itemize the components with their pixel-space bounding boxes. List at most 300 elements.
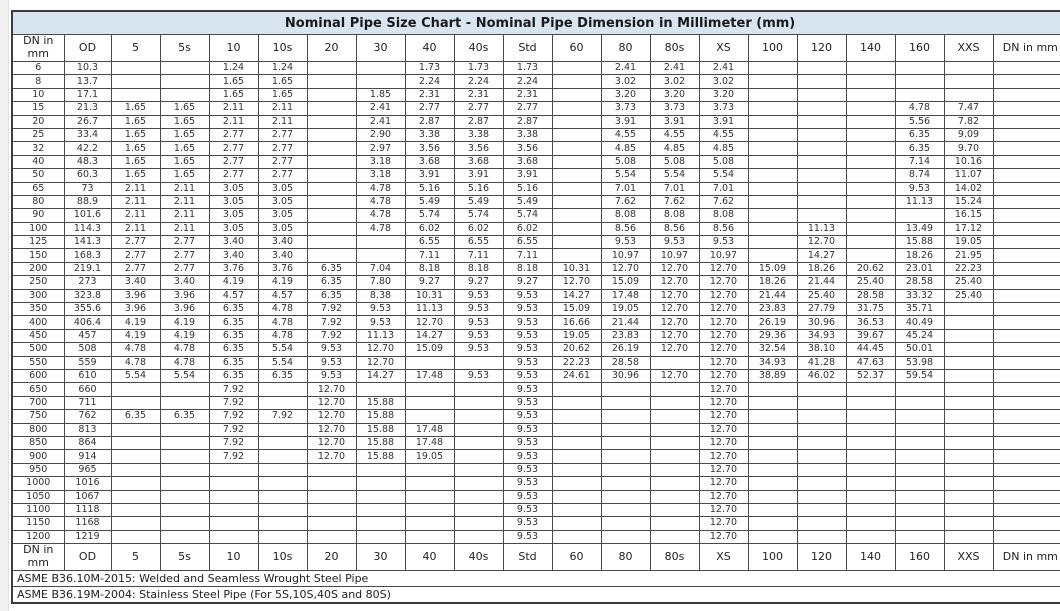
- thickness-cell: 7.62: [699, 195, 748, 208]
- thickness-cell: 9.53: [601, 236, 650, 249]
- thickness-cell: [895, 503, 944, 516]
- thickness-cell: 1.65: [209, 75, 258, 88]
- thickness-cell: 9.53: [503, 289, 552, 302]
- thickness-cell: 12.70: [650, 369, 699, 382]
- thickness-cell: 12.70: [356, 343, 405, 356]
- thickness-cell: [748, 490, 797, 503]
- footnote-asme-b36-10: ASME B36.10M-2015: Welded and Seamless Wrought Steel Pipe: [12, 571, 1060, 587]
- thickness-cell: 9.53: [307, 369, 356, 382]
- thickness-cell: 34.93: [748, 356, 797, 369]
- thickness-cell: [356, 477, 405, 490]
- thickness-cell: [944, 62, 993, 75]
- thickness-cell: 4.78: [356, 209, 405, 222]
- thickness-cell: [307, 463, 356, 476]
- thickness-cell: 12.70: [699, 490, 748, 503]
- thickness-cell: 2.77: [160, 236, 209, 249]
- thickness-cell: [356, 503, 405, 516]
- thickness-cell: 18.26: [748, 276, 797, 289]
- thickness-cell: [307, 517, 356, 530]
- thickness-cell: 9.53: [454, 289, 503, 302]
- thickness-cell: 1.24: [209, 62, 258, 75]
- thickness-cell: [552, 128, 601, 141]
- column-header: DN in mm: [12, 544, 64, 571]
- thickness-cell: 7.92: [307, 329, 356, 342]
- thickness-cell: 2.77: [209, 128, 258, 141]
- thickness-cell: 26.7: [64, 115, 111, 128]
- thickness-cell: 1.65: [111, 155, 160, 168]
- thickness-cell: 5.16: [503, 182, 552, 195]
- thickness-cell: [846, 75, 895, 88]
- thickness-cell: 3.76: [209, 262, 258, 275]
- table-row: [12, 289, 1060, 302]
- thickness-cell: 3.20: [650, 88, 699, 101]
- thickness-cell: [160, 517, 209, 530]
- thickness-cell: 1.73: [503, 62, 552, 75]
- thickness-cell: 9.53: [503, 316, 552, 329]
- column-header: 10: [209, 544, 258, 571]
- thickness-cell: 17.48: [601, 289, 650, 302]
- column-header: XXS: [944, 544, 993, 571]
- thickness-cell: 22.23: [944, 262, 993, 275]
- thickness-cell: [846, 517, 895, 530]
- thickness-cell: [797, 75, 846, 88]
- column-header: 30: [356, 544, 405, 571]
- thickness-cell: 5.74: [503, 209, 552, 222]
- thickness-cell: 3.91: [699, 115, 748, 128]
- thickness-cell: 17.48: [405, 423, 454, 436]
- thickness-cell: [846, 463, 895, 476]
- thickness-cell: [944, 517, 993, 530]
- thickness-cell: [650, 450, 699, 463]
- table-row: [12, 477, 1060, 490]
- thickness-cell: [307, 128, 356, 141]
- thickness-cell: [993, 517, 1060, 530]
- thickness-cell: 3.96: [160, 289, 209, 302]
- thickness-cell: [258, 530, 307, 543]
- thickness-cell: [944, 477, 993, 490]
- thickness-cell: [650, 383, 699, 396]
- thickness-cell: 3.05: [258, 182, 307, 195]
- thickness-cell: 5.54: [650, 169, 699, 182]
- thickness-cell: [748, 128, 797, 141]
- thickness-cell: 11.07: [944, 169, 993, 182]
- thickness-cell: 2.11: [258, 102, 307, 115]
- row-header-dn: 400: [12, 316, 64, 329]
- thickness-cell: [993, 356, 1060, 369]
- thickness-cell: 12.70: [552, 276, 601, 289]
- thickness-cell: 7.92: [209, 436, 258, 449]
- thickness-cell: 711: [64, 396, 111, 409]
- thickness-cell: 19.05: [944, 236, 993, 249]
- thickness-cell: 48.3: [64, 155, 111, 168]
- thickness-cell: 1219: [64, 530, 111, 543]
- thickness-cell: 2.11: [160, 195, 209, 208]
- thickness-cell: 4.78: [895, 102, 944, 115]
- thickness-cell: 4.19: [258, 276, 307, 289]
- thickness-cell: 2.11: [111, 182, 160, 195]
- thickness-cell: [993, 316, 1060, 329]
- thickness-cell: 5.54: [258, 356, 307, 369]
- thickness-cell: 1016: [64, 477, 111, 490]
- thickness-cell: 5.16: [454, 182, 503, 195]
- thickness-cell: 2.41: [356, 102, 405, 115]
- thickness-cell: [748, 142, 797, 155]
- thickness-cell: 8.08: [650, 209, 699, 222]
- thickness-cell: [258, 450, 307, 463]
- thickness-cell: [797, 182, 846, 195]
- footnote-row: [12, 571, 1060, 587]
- thickness-cell: 8.56: [699, 222, 748, 235]
- thickness-cell: [552, 477, 601, 490]
- thickness-cell: 28.58: [601, 356, 650, 369]
- thickness-cell: 12.70: [699, 436, 748, 449]
- thickness-cell: 1.24: [258, 62, 307, 75]
- thickness-cell: [993, 490, 1060, 503]
- pipe-size-table: [11, 10, 1060, 604]
- thickness-cell: 3.38: [454, 128, 503, 141]
- thickness-cell: 6.02: [503, 222, 552, 235]
- thickness-cell: 9.53: [356, 303, 405, 316]
- column-header: 160: [895, 35, 944, 62]
- thickness-cell: [405, 490, 454, 503]
- thickness-cell: 5.74: [405, 209, 454, 222]
- thickness-cell: [993, 142, 1060, 155]
- row-header-dn: 450: [12, 329, 64, 342]
- thickness-cell: 2.31: [454, 88, 503, 101]
- thickness-cell: 9.53: [503, 303, 552, 316]
- thickness-cell: 9.53: [356, 316, 405, 329]
- thickness-cell: 3.76: [258, 262, 307, 275]
- thickness-cell: [601, 436, 650, 449]
- thickness-cell: [111, 463, 160, 476]
- column-header: 40s: [454, 35, 503, 62]
- thickness-cell: [454, 423, 503, 436]
- thickness-cell: [846, 169, 895, 182]
- thickness-cell: [552, 423, 601, 436]
- thickness-cell: 25.40: [944, 276, 993, 289]
- thickness-cell: [552, 396, 601, 409]
- thickness-cell: 7.92: [209, 410, 258, 423]
- thickness-cell: 5.08: [601, 155, 650, 168]
- thickness-cell: [454, 383, 503, 396]
- row-header-dn: 1200: [12, 530, 64, 543]
- thickness-cell: 39.67: [846, 329, 895, 342]
- thickness-cell: [944, 303, 993, 316]
- thickness-cell: 12.70: [699, 369, 748, 382]
- thickness-cell: 15.88: [356, 396, 405, 409]
- thickness-cell: [601, 463, 650, 476]
- thickness-cell: [160, 383, 209, 396]
- thickness-cell: 9.70: [944, 142, 993, 155]
- thickness-cell: 5.08: [650, 155, 699, 168]
- thickness-cell: [454, 463, 503, 476]
- thickness-cell: 8.74: [895, 169, 944, 182]
- thickness-cell: 5.16: [405, 182, 454, 195]
- thickness-cell: [552, 222, 601, 235]
- thickness-cell: 24.61: [552, 369, 601, 382]
- thickness-cell: 38.89: [748, 369, 797, 382]
- thickness-cell: 30.96: [601, 369, 650, 382]
- thickness-cell: 31.75: [846, 303, 895, 316]
- thickness-cell: [454, 517, 503, 530]
- thickness-cell: 3.05: [258, 209, 307, 222]
- thickness-cell: [944, 490, 993, 503]
- column-header: 140: [846, 544, 895, 571]
- thickness-cell: [944, 436, 993, 449]
- thickness-cell: [846, 182, 895, 195]
- thickness-cell: 3.68: [454, 155, 503, 168]
- thickness-cell: [993, 329, 1060, 342]
- thickness-cell: 59.54: [895, 369, 944, 382]
- thickness-cell: 9.53: [503, 396, 552, 409]
- thickness-cell: 4.78: [111, 343, 160, 356]
- column-header: OD: [64, 35, 111, 62]
- thickness-cell: [797, 410, 846, 423]
- thickness-cell: [454, 477, 503, 490]
- column-header: 80: [601, 544, 650, 571]
- thickness-cell: 4.55: [650, 128, 699, 141]
- thickness-cell: 9.53: [503, 463, 552, 476]
- thickness-cell: [895, 490, 944, 503]
- thickness-cell: [209, 517, 258, 530]
- thickness-cell: 1.65: [160, 142, 209, 155]
- thickness-cell: 15.88: [356, 436, 405, 449]
- thickness-cell: 101.6: [64, 209, 111, 222]
- thickness-cell: 914: [64, 450, 111, 463]
- thickness-cell: 9.53: [503, 369, 552, 382]
- thickness-cell: 12.70: [405, 316, 454, 329]
- thickness-cell: 9.09: [944, 128, 993, 141]
- thickness-cell: [258, 490, 307, 503]
- thickness-cell: [944, 75, 993, 88]
- thickness-cell: [454, 450, 503, 463]
- title-row: [12, 11, 1060, 35]
- thickness-cell: [748, 195, 797, 208]
- thickness-cell: 21.95: [944, 249, 993, 262]
- thickness-cell: [601, 450, 650, 463]
- thickness-cell: 3.02: [601, 75, 650, 88]
- thickness-cell: 11.13: [405, 303, 454, 316]
- row-header-dn: 750: [12, 410, 64, 423]
- thickness-cell: 3.68: [405, 155, 454, 168]
- thickness-cell: 14.27: [405, 329, 454, 342]
- thickness-cell: [748, 249, 797, 262]
- thickness-cell: [307, 62, 356, 75]
- page-left-margin-strip: [0, 0, 9, 611]
- thickness-cell: [356, 490, 405, 503]
- column-header: 140: [846, 35, 895, 62]
- thickness-cell: 5.49: [454, 195, 503, 208]
- thickness-cell: 12.70: [307, 410, 356, 423]
- thickness-cell: 12.70: [650, 316, 699, 329]
- thickness-cell: [846, 62, 895, 75]
- table-row: [12, 303, 1060, 316]
- thickness-cell: 9.27: [454, 276, 503, 289]
- thickness-cell: [160, 423, 209, 436]
- thickness-cell: 1.65: [258, 88, 307, 101]
- thickness-cell: 25.40: [944, 289, 993, 302]
- thickness-cell: [552, 142, 601, 155]
- thickness-cell: 12.70: [699, 450, 748, 463]
- column-header: 10s: [258, 35, 307, 62]
- thickness-cell: 2.11: [160, 182, 209, 195]
- thickness-cell: [895, 423, 944, 436]
- thickness-cell: 6.35: [209, 329, 258, 342]
- table-row: [12, 182, 1060, 195]
- table-row: [12, 142, 1060, 155]
- thickness-cell: 9.53: [503, 450, 552, 463]
- thickness-cell: 3.56: [405, 142, 454, 155]
- thickness-cell: 20.62: [846, 262, 895, 275]
- thickness-cell: 3.96: [160, 303, 209, 316]
- thickness-cell: 9.53: [454, 316, 503, 329]
- thickness-cell: [846, 249, 895, 262]
- thickness-cell: 8.38: [356, 289, 405, 302]
- thickness-cell: [993, 530, 1060, 543]
- thickness-cell: [748, 436, 797, 449]
- row-header-dn: 15: [12, 102, 64, 115]
- thickness-cell: [601, 530, 650, 543]
- thickness-cell: 4.19: [209, 276, 258, 289]
- thickness-cell: 14.02: [944, 182, 993, 195]
- column-header: 5: [111, 35, 160, 62]
- thickness-cell: [650, 463, 699, 476]
- table-row: [12, 450, 1060, 463]
- thickness-cell: 1.65: [111, 102, 160, 115]
- thickness-cell: 9.53: [307, 356, 356, 369]
- thickness-cell: [552, 503, 601, 516]
- thickness-cell: 355.6: [64, 303, 111, 316]
- thickness-cell: 6.02: [454, 222, 503, 235]
- table-row: [12, 88, 1060, 101]
- thickness-cell: 9.53: [503, 477, 552, 490]
- column-header: OD: [64, 544, 111, 571]
- table-row: [12, 517, 1060, 530]
- thickness-cell: 114.3: [64, 222, 111, 235]
- thickness-cell: [552, 436, 601, 449]
- thickness-cell: [846, 102, 895, 115]
- thickness-cell: 15.24: [944, 195, 993, 208]
- thickness-cell: [307, 169, 356, 182]
- table-row: [12, 503, 1060, 516]
- thickness-cell: [552, 182, 601, 195]
- thickness-cell: [748, 169, 797, 182]
- thickness-cell: [405, 383, 454, 396]
- thickness-cell: [650, 503, 699, 516]
- thickness-cell: [258, 463, 307, 476]
- thickness-cell: [797, 142, 846, 155]
- thickness-cell: [748, 503, 797, 516]
- table-row: [12, 343, 1060, 356]
- thickness-cell: [993, 155, 1060, 168]
- thickness-cell: [356, 383, 405, 396]
- thickness-cell: [797, 450, 846, 463]
- thickness-cell: [454, 396, 503, 409]
- thickness-cell: 2.77: [258, 155, 307, 168]
- thickness-cell: [209, 477, 258, 490]
- thickness-cell: 7.92: [209, 383, 258, 396]
- thickness-cell: [552, 490, 601, 503]
- thickness-cell: 10.97: [601, 249, 650, 262]
- thickness-cell: 26.19: [601, 343, 650, 356]
- thickness-cell: [895, 75, 944, 88]
- thickness-cell: [552, 236, 601, 249]
- thickness-cell: [111, 62, 160, 75]
- thickness-cell: 9.53: [454, 369, 503, 382]
- thickness-cell: 12.70: [356, 356, 405, 369]
- thickness-cell: 60.3: [64, 169, 111, 182]
- row-header-dn: 10: [12, 88, 64, 101]
- thickness-cell: 2.87: [503, 115, 552, 128]
- thickness-cell: 41.28: [797, 356, 846, 369]
- thickness-cell: 9.53: [699, 236, 748, 249]
- thickness-cell: 3.05: [258, 195, 307, 208]
- thickness-cell: 813: [64, 423, 111, 436]
- thickness-cell: [846, 530, 895, 543]
- thickness-cell: 3.91: [405, 169, 454, 182]
- thickness-cell: 9.53: [503, 517, 552, 530]
- row-header-dn: 250: [12, 276, 64, 289]
- thickness-cell: [111, 530, 160, 543]
- thickness-cell: 1.65: [111, 128, 160, 141]
- table-row: [12, 369, 1060, 382]
- table-row: [12, 169, 1060, 182]
- thickness-cell: 4.78: [160, 356, 209, 369]
- thickness-cell: [748, 75, 797, 88]
- thickness-cell: [405, 356, 454, 369]
- thickness-cell: 12.70: [699, 343, 748, 356]
- thickness-cell: 7.92: [307, 303, 356, 316]
- thickness-cell: [111, 517, 160, 530]
- thickness-cell: 12.70: [699, 383, 748, 396]
- table-row: [12, 222, 1060, 235]
- thickness-cell: 508: [64, 343, 111, 356]
- thickness-cell: 3.40: [258, 249, 307, 262]
- thickness-cell: 3.18: [356, 155, 405, 168]
- thickness-cell: 19.05: [405, 450, 454, 463]
- thickness-cell: [895, 530, 944, 543]
- thickness-cell: [993, 303, 1060, 316]
- thickness-cell: 12.70: [601, 262, 650, 275]
- thickness-cell: 3.20: [699, 88, 748, 101]
- row-header-dn: 1150: [12, 517, 64, 530]
- thickness-cell: [601, 383, 650, 396]
- thickness-cell: 2.77: [111, 249, 160, 262]
- table-row: [12, 423, 1060, 436]
- thickness-cell: [944, 329, 993, 342]
- thickness-cell: 34.93: [797, 329, 846, 342]
- thickness-cell: 4.78: [356, 222, 405, 235]
- thickness-cell: [405, 477, 454, 490]
- thickness-cell: 1.65: [160, 169, 209, 182]
- thickness-cell: [944, 383, 993, 396]
- column-header: XXS: [944, 35, 993, 62]
- thickness-cell: 1.73: [454, 62, 503, 75]
- thickness-cell: 21.44: [601, 316, 650, 329]
- thickness-cell: [748, 477, 797, 490]
- thickness-cell: [650, 396, 699, 409]
- thickness-cell: 16.15: [944, 209, 993, 222]
- thickness-cell: 28.58: [846, 289, 895, 302]
- thickness-cell: [895, 88, 944, 101]
- thickness-cell: [895, 209, 944, 222]
- row-header-dn: 40: [12, 155, 64, 168]
- thickness-cell: 9.53: [454, 343, 503, 356]
- thickness-cell: 2.77: [258, 142, 307, 155]
- thickness-cell: 28.58: [895, 276, 944, 289]
- thickness-cell: [748, 209, 797, 222]
- thickness-cell: 6.55: [405, 236, 454, 249]
